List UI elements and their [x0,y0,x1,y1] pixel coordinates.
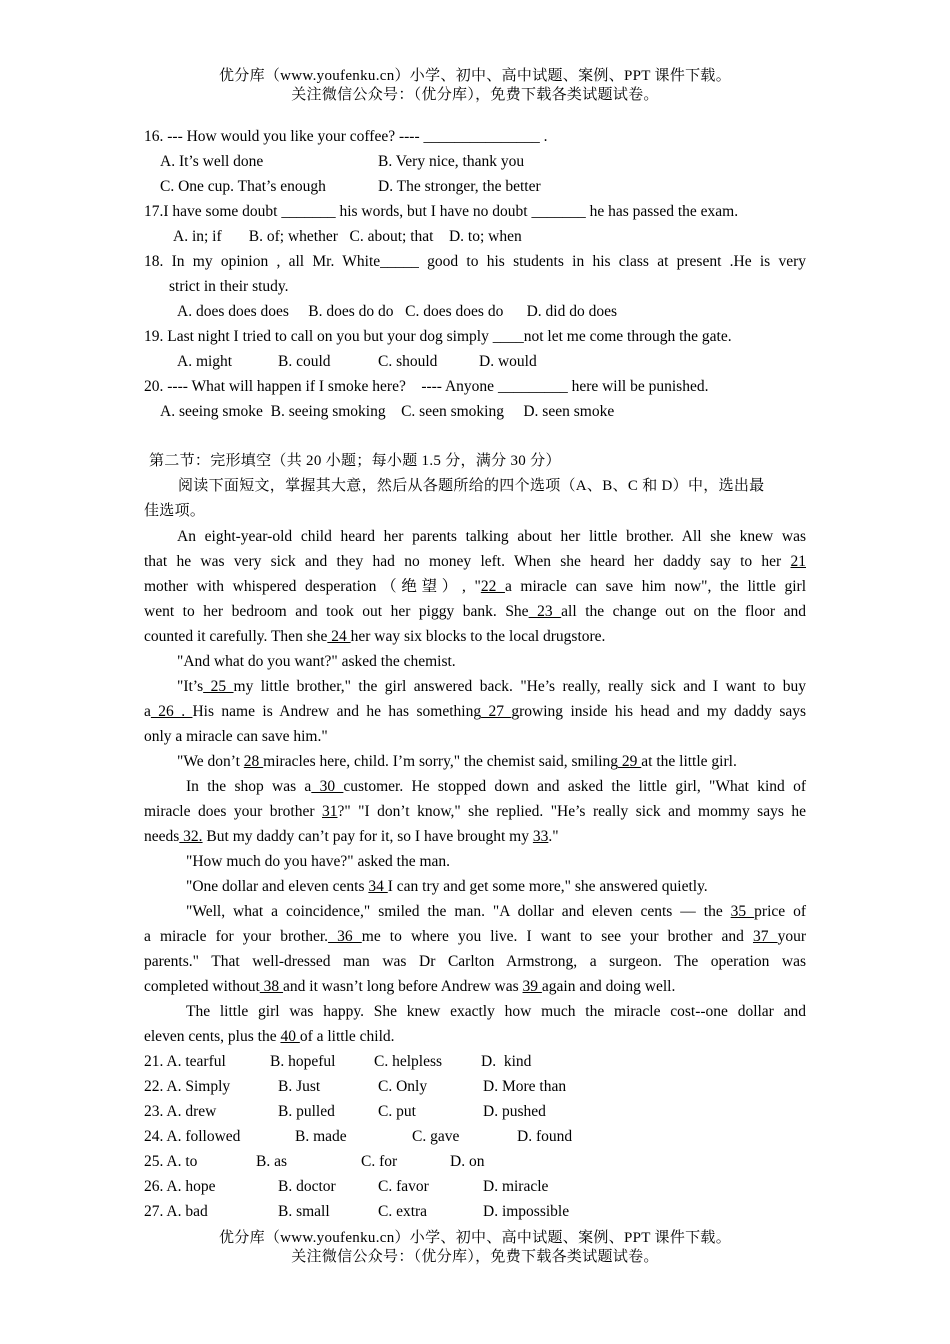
option-23-d: D. pushed [483,1103,546,1120]
option-27-b: B. small [278,1203,330,1220]
blank-22: 22 [480,578,505,595]
option-22-a: 22. A. Simply [144,1078,231,1095]
passage-p4: "We don’t 28 miracles here, child. I’m sorry," the chemist said, smiling 29 at the little girl. [177,753,737,770]
passage-p6: "How much do you have?" asked the man. [186,853,451,870]
option-21-c: C. helpless [374,1053,443,1070]
blank-27: 27 [481,703,512,720]
blank-39: 39 [522,978,542,995]
option-25-b: B. as [256,1153,287,1170]
header-line-2: 关注微信公众号：（优分库），免费下载各类试题试卷。 [291,87,659,103]
header-line-1: 优分库（www.youfenku.cn）小学、初中、高中试题、案例、PPT 课件下载。 [218,68,732,84]
blank-38: 38 [259,978,284,995]
blank-35: 35 [730,903,755,920]
option-21-a: 21. A. tearful [144,1053,226,1070]
option-25-d: D. on [450,1153,485,1170]
q20-stem: 20. ---- What will happen if I smoke here? ---- Anyone _________ here will be punished. [144,378,709,395]
passage-p1-line1: An eight-year-old child heard her parents talking about her little brother. All she knew was [177,528,806,545]
option-26-a: 26. A. hope [144,1178,216,1195]
option-23-c: C. put [378,1103,416,1120]
blank-31: 31 [321,803,338,820]
passage-p5-line2: miracle does your brother 31?" "I don’t know," she replied. "He’s really sick and mommy says he [144,803,806,820]
q17-options: A. in; if B. of; whether C. about; that D. to; when [173,228,522,245]
passage-p3-line2: a 26 . His name is Andrew and he has something 27 growing inside his head and my daddy says [144,703,807,720]
blank-23: 23 [528,603,562,620]
q16-option-d: D. The stronger, the better [378,178,541,195]
passage-p8-line1: "Well, what a coincidence," smiled the man. "A dollar and eleven cents — the 35 price of [186,903,807,920]
option-22-d: D. More than [483,1078,567,1095]
blank-29: 29 [618,753,642,770]
q20-options: A. seeing smoke B. seeing smoking C. seen smoking D. seen smoke [160,403,615,420]
q18-options: A. does does does B. does do do C. does does do D. did do does [177,303,618,320]
section-instruction-line1: 阅读下面短文，掌握其大意，然后从各题所给的四个选项（A、B、C 和 D）中，选出最 [178,478,765,494]
blank-32: 32. [179,828,203,845]
option-24-c: C. gave [412,1128,460,1145]
option-23-a: 23. A. drew [144,1103,217,1120]
option-25-c: C. for [361,1153,398,1170]
passage-p1-line4: went to her bedroom and took out her piggy bank. She 23 all the change out on the floor and [144,603,807,620]
passage-p9-line1: The little girl was happy. She knew exactly how much the miracle cost--one dollar and [186,1003,806,1020]
blank-40: 40 [280,1028,300,1045]
blank-28: 28 [243,753,264,770]
passage-p7: "One dollar and eleven cents 34 I can try and get some more," she answered quietly. [186,878,708,895]
passage-p8-line3: parents." That well-dressed man was Dr Carlton Armstrong, a surgeon. The operation was [144,953,806,970]
blank-34: 34 [368,878,388,895]
section-instruction-line2: 佳选项。 [144,503,206,519]
option-26-d: D. miracle [483,1178,549,1195]
q19-option-a: A. might [177,353,233,370]
passage-p3-line1: "It’s 25 my little brother," the girl answered back. "He’s really, really sick and I want to buy [177,678,806,695]
blank-24: 24 [327,628,351,645]
option-27-a: 27. A. bad [144,1203,208,1220]
option-24-d: D. found [517,1128,573,1145]
option-21-b: B. hopeful [270,1053,336,1070]
passage-p1-line3: mother with whispered desperation（绝望）, "22 a miracle can save him now", the little girl [144,578,807,595]
footer-line-2: 关注微信公众号：（优分库），免费下载各类试题试卷。 [291,1249,659,1265]
passage-p1-line2: that he was very sick and they had no money left. When she heard her daddy say to her 21 [144,553,806,570]
passage-p8-line4: completed without 38 and it wasn’t long before Andrew was 39 again and doing well. [144,978,676,995]
passage-p1-line5: counted it carefully. Then she 24 her way six blocks to the local drugstore. [144,628,606,645]
passage-p8-line2: a miracle for your brother. 36 me to where you live. I want to see your brother and 37 your [144,928,806,945]
passage-p9-line2: eleven cents, plus the 40 of a little child. [144,1028,395,1045]
option-24-b: B. made [295,1128,347,1145]
option-25-a: 25. A. to [144,1153,198,1170]
option-24-a: 24. A. followed [144,1128,241,1145]
q19-stem: 19. Last night I tried to call on you but your dog simply ____not let me come through the gate. [144,328,732,345]
q19-option-b: B. could [278,353,331,370]
option-26-b: B. doctor [278,1178,336,1195]
q16-option-b: B. Very nice, thank you [378,153,525,170]
footer-line-1: 优分库（www.youfenku.cn）小学、初中、高中试题、案例、PPT 课件下载。 [218,1230,732,1246]
blank-21: 21 [790,553,806,570]
option-21-d: D. kind [481,1053,532,1070]
blank-37: 37 [752,928,778,945]
passage-p2: "And what do you want?" asked the chemist. [177,653,456,670]
q18-stem-line1: 18. In my opinion , all Mr. White_____ good to his students in his class at present .He is very [144,253,806,270]
q17-stem: 17.I have some doubt _______ his words, but I have no doubt _______ he has passed the exam. [144,203,739,220]
blank-26: 26 . [150,703,193,720]
q16-option-c: C. One cup. That’s enough [160,178,326,195]
q16-stem: 16. --- How would you like your coffee? ---- _______________ . [144,128,548,145]
passage-p5-line1: In the shop was a 30 customer. He stopped down and asked the little girl, "What kind of [186,778,806,795]
blank-36: 36 [328,928,362,945]
option-27-c: C. extra [378,1203,428,1220]
passage-p3-line3: only a miracle can save him." [144,728,328,745]
passage-p5-line3: needs 32. But my daddy can’t pay for it, so I have brought my 33." [144,828,559,845]
q18-stem-line2: strict in their study. [169,278,289,295]
option-26-c: C. favor [378,1178,429,1195]
option-22-b: B. Just [278,1078,321,1095]
q16-option-a: A. It’s well done [160,153,264,170]
blank-25: 25 [203,678,234,695]
option-27-d: D. impossible [483,1203,570,1220]
blank-33: 33 [532,828,549,845]
section-title: 第二节：完形填空（共 20 小题；每小题 1.5 分，满分 30 分） [149,453,561,469]
option-23-b: B. pulled [278,1103,335,1120]
q19-option-d: D. would [479,353,537,370]
q19-option-c: C. should [378,353,438,370]
option-22-c: C. Only [378,1078,428,1095]
blank-30: 30 [311,778,344,795]
